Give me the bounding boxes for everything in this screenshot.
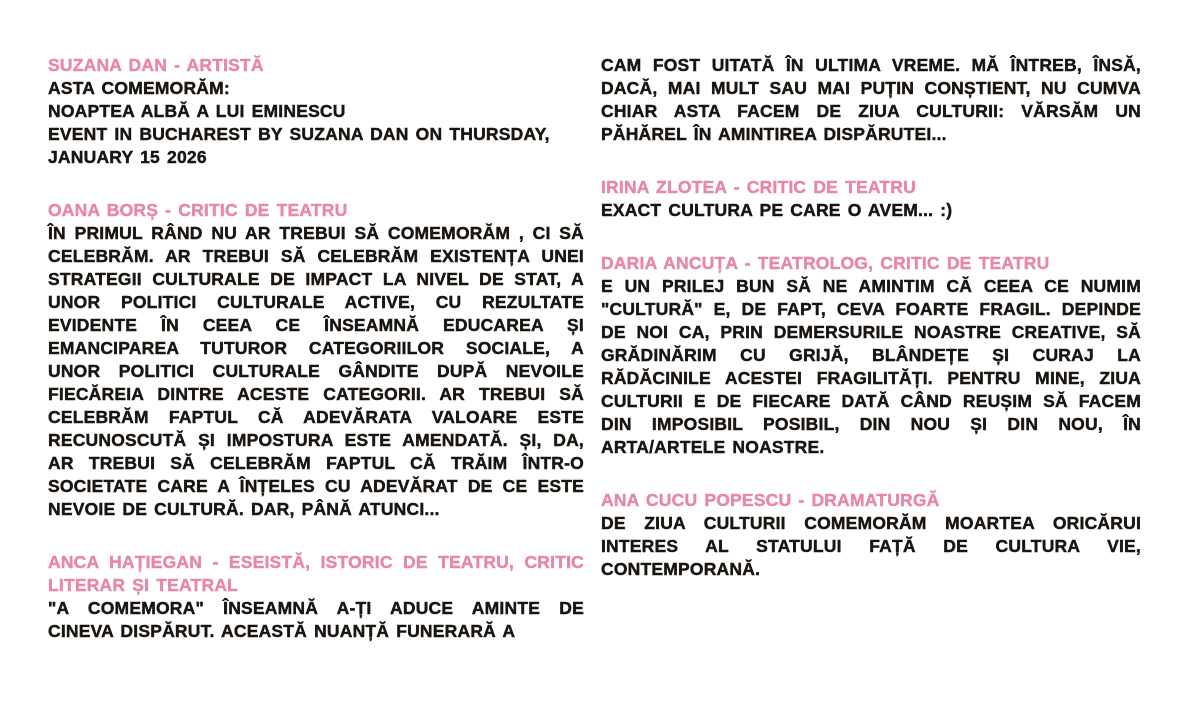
body-paragraph: CAM FOST UITATĂ ÎN ULTIMA VREME. MĂ ÎNTREB, ÎNSĂ, DACĂ, MAI MULT SAU MAI PUȚIN CONȘTIENT, NU CUMVA CHIAR ASTA FACEM DE ZIUA CULTURII: VĂRSĂM UN PĂHĂREL ÎN AMINTIREA DISPĂRUTEI... [601,55,1141,144]
body-paragraph: ÎN PRIMUL RÂND NU AR TREBUI SĂ COMEMORĂM , CI SĂ CELEBRĂM. AR TREBUI SĂ CELEBRĂM EXISTENȚA UNEI STRATEGII CULTURALE DE IMPACT LA NIVEL DE STAT, A UNOR POLITICI CULTURALE ACTIVE, CU REZULTATE EVIDENTE ÎN CEEA CE ÎNSEAMNĂ EDUCAREA ȘI EMANCIPAREA TUTUROR CATEGORIILOR SOCIALE, A UNOR POLITICI CULTURALE GÂNDITE DUPĂ NEVOILE FIECĂREIA DINTRE ACESTE CATEGORII. AR TREBUI SĂ CELEBRĂM FAPTUL CĂ ADEVĂRATA VALOARE ESTE RECUNOSCUTĂ ȘI IMPOSTURA ESTE AMENDATĂ. ȘI, DA, AR TREBUI SĂ CELEBRĂM FAPTUL CĂ TRĂIM ÎNTR-O SOCIETATE CARE A ÎNȚELES CU ADEVĂRAT DE CE ESTE NEVOIE DE CULTURĂ. DAR, PÂNĂ ATUNCI... [48,223,584,519]
author-header-suzana-dan: SUZANA DAN - ARTISTĂ [48,55,264,75]
author-header-ana-cucu-popescu: ANA CUCU POPESCU - DRAMATURGĂ [601,490,940,510]
section-anca-hatiegan [48,551,584,643]
body-paragraph: EXACT CULTURA PE CARE O AVEM... :) [601,200,953,220]
column-left [48,54,584,673]
section-ana-cucu-popescu [601,489,1141,581]
section-suzana-dan [48,54,584,169]
author-header-irina-zlotea: IRINA ZLOTEA - CRITIC DE TEATRU [601,177,916,197]
section-anca-hatiegan-continued [601,54,1141,146]
body-paragraph: "A COMEMORA" ÎNSEAMNĂ A-ȚI ADUCE AMINTE DE CINEVA DISPĂRUT. ACEASTĂ NUANȚĂ FUNERARĂ A [48,598,584,641]
author-header-anca-hatiegan: ANCA HAȚIEGAN - ESEISTĂ, ISTORIC DE TEATRU, CRITIC LITERAR ȘI TEATRAL [48,552,584,595]
body-paragraph: E UN PRILEJ BUN SĂ NE AMINTIM CĂ CEEA CE NUMIM "CULTURĂ" E, DE FAPT, CEVA FOARTE FRAGIL. DEPINDE DE NOI CA, PRIN DEMERSURILE NOASTRE CREATIVE, SĂ GRĂDINĂRIM CU GRIJĂ, BLÂNDEȚE ȘI CURAJ LA RĂDĂCINILE ACESTEI FRAGILITĂȚI. PENTRU MINE, ZIUA CULTURII E DE FIECARE DATĂ CÂND REUȘIM SĂ FACEM DIN IMPOSIBIL POSIBIL, DIN NOU ȘI DIN NOU, ÎN ARTA/ARTELE NOASTRE. [601,276,1141,457]
body-paragraph: DE ZIUA CULTURII COMEMORĂM MOARTEA ORICĂRUI INTERES AL STATULUI FAȚĂ DE CULTURA VIE, CONTEMPORANĂ. [601,513,1141,579]
author-header-daria-ancuta: DARIA ANCUȚA - TEATROLOG, CRITIC DE TEATRU [601,253,1050,273]
section-daria-ancuta [601,252,1141,459]
body-line: NOAPTEA ALBĂ A LUI EMINESCU [48,101,346,121]
author-header-oana-bors: OANA BORȘ - CRITIC DE TEATRU [48,200,348,220]
body-line: EVENT IN BUCHAREST BY SUZANA DAN ON THURSDAY, [48,124,550,144]
body-line: ASTA COMEMORĂM: [48,78,230,98]
column-right [601,54,1141,611]
section-irina-zlotea [601,176,1141,222]
body-line: JANUARY 15 2026 [48,147,207,167]
section-oana-bors [48,199,584,521]
